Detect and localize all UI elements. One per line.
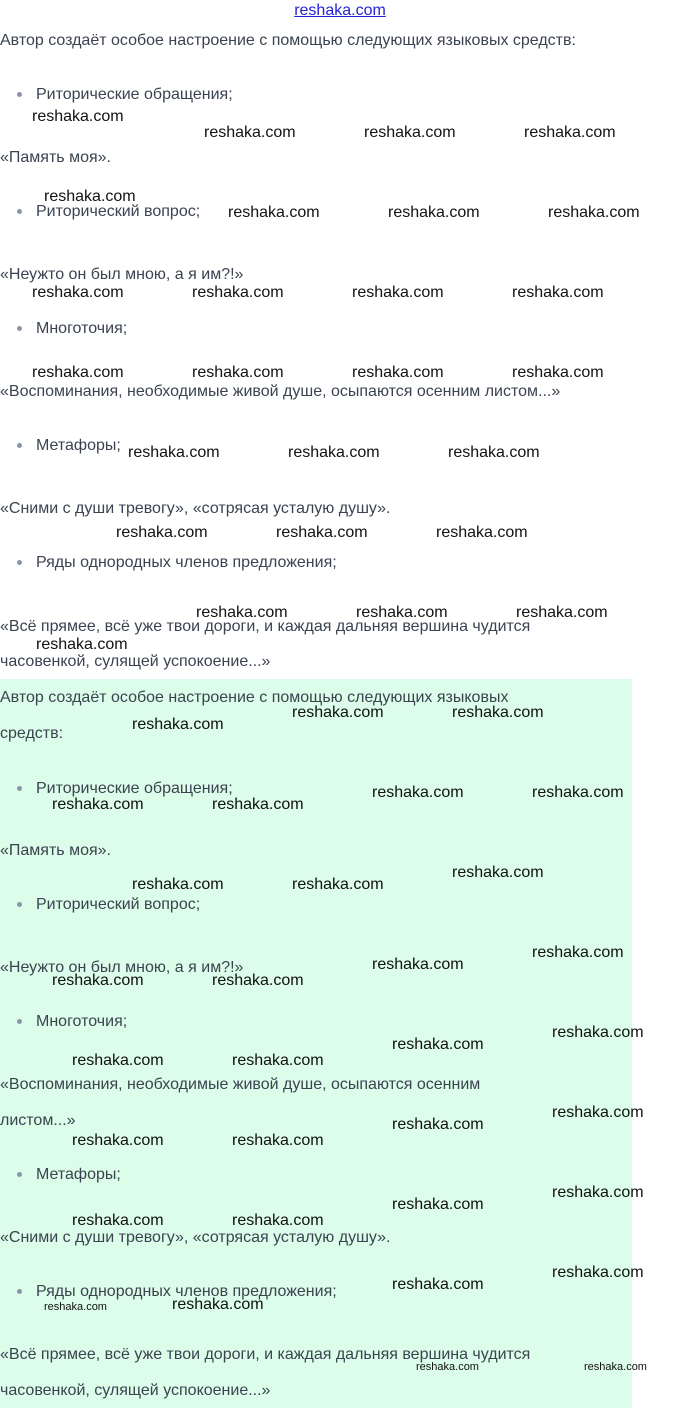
watermark: reshaka.com (212, 972, 304, 989)
intro-text: Автор создаёт особое настроение с помощью следующих языковых (0, 689, 509, 706)
watermark: reshaka.com (552, 1264, 644, 1281)
quote-text: «Память моя». (0, 149, 111, 166)
watermark: reshaka.com (196, 604, 288, 621)
watermark: reshaka.com (288, 444, 380, 461)
list-item: Риторический вопрос; (36, 203, 201, 220)
watermark: reshaka.com (524, 124, 616, 141)
list-item: Метафоры; (36, 1166, 121, 1183)
watermark: reshaka.com (204, 124, 296, 141)
list-item: Многоточия; (36, 1013, 128, 1030)
watermark: reshaka.com (292, 704, 384, 721)
watermark: reshaka.com (532, 944, 624, 961)
watermark: reshaka.com (448, 444, 540, 461)
watermark: reshaka.com (212, 796, 304, 813)
list-item: Метафоры; (36, 437, 121, 454)
watermark: reshaka.com (132, 876, 224, 893)
watermark: reshaka.com (532, 784, 624, 801)
watermark: reshaka.com (128, 444, 220, 461)
watermark: reshaka.com (232, 1212, 324, 1229)
watermark: reshaka.com (292, 876, 384, 893)
quote-text: часовенкой, сулящей успокоение...» (0, 1382, 271, 1399)
bullet-icon (17, 786, 22, 791)
watermark: reshaka.com (228, 204, 320, 221)
watermark: reshaka.com (548, 204, 640, 221)
quote-text: «Неужто он был мною, а я им?!» (0, 959, 244, 976)
bullet-icon (17, 560, 22, 565)
watermark: reshaka.com (44, 188, 136, 205)
watermark: reshaka.com (516, 604, 608, 621)
intro-text: Автор создаёт особое настроение с помощью следующих языковых средств: (0, 32, 576, 49)
watermark: reshaka.com (392, 1036, 484, 1053)
watermark: reshaka.com (552, 1104, 644, 1121)
watermark: reshaka.com (352, 364, 444, 381)
watermark: reshaka.com (392, 1196, 484, 1213)
watermark: reshaka.com (72, 1132, 164, 1149)
list-item: Риторический вопрос; (36, 896, 201, 913)
bullet-icon (17, 209, 22, 214)
quote-text: «Сними с души тревогу», «сотрясая усталую душу». (0, 500, 391, 517)
watermark: reshaka.com (392, 1116, 484, 1133)
quote-text: «Неужто он был мною, а я им?!» (0, 266, 244, 283)
watermark: reshaka.com (172, 1296, 264, 1313)
quote-text: «Воспоминания, необходимые живой душе, осыпаются осенним листом...» (0, 383, 561, 400)
watermark: reshaka.com (512, 364, 604, 381)
watermark: reshaka.com (116, 524, 208, 541)
watermark: reshaka.com (436, 524, 528, 541)
watermark: reshaka.com (232, 1132, 324, 1149)
list-item: Ряды однородных членов предложения; (36, 554, 337, 571)
list-item: Ряды однородных членов предложения; (36, 1283, 337, 1300)
watermark: reshaka.com (356, 604, 448, 621)
watermark: reshaka.com (32, 108, 124, 125)
watermark: reshaka.com (132, 716, 224, 733)
watermark: reshaka.com (192, 284, 284, 301)
site-link[interactable]: reshaka.com (294, 2, 386, 19)
list-item: Риторические обращения; (36, 780, 233, 797)
watermark: reshaka.com (52, 796, 144, 813)
watermark: reshaka.com (584, 1361, 647, 1373)
quote-text: часовенкой, сулящей успокоение...» (0, 653, 271, 670)
list-item: Многоточия; (36, 320, 128, 337)
quote-text: листом...» (0, 1112, 76, 1129)
watermark: reshaka.com (452, 864, 544, 881)
bullet-icon (17, 1172, 22, 1177)
bullet-icon (17, 326, 22, 331)
watermark: reshaka.com (372, 784, 464, 801)
bullet-icon (17, 1019, 22, 1024)
watermark: reshaka.com (192, 364, 284, 381)
quote-text: «Память моя». (0, 842, 111, 859)
intro-text: средств: (0, 725, 64, 742)
watermark: reshaka.com (44, 1301, 107, 1313)
bullet-icon (17, 902, 22, 907)
watermark: reshaka.com (416, 1361, 479, 1373)
watermark: reshaka.com (512, 284, 604, 301)
watermark: reshaka.com (388, 204, 480, 221)
bullet-icon (17, 1289, 22, 1294)
watermark: reshaka.com (36, 636, 128, 653)
watermark: reshaka.com (452, 704, 544, 721)
watermark: reshaka.com (392, 1276, 484, 1293)
watermark: reshaka.com (364, 124, 456, 141)
watermark: reshaka.com (276, 524, 368, 541)
watermark: reshaka.com (352, 284, 444, 301)
quote-text: «Всё прямее, всё уже твои дороги, и каждая дальняя вершина чудится (0, 1346, 531, 1363)
watermark: reshaka.com (232, 1052, 324, 1069)
bullet-icon (17, 92, 22, 97)
watermark: reshaka.com (72, 1212, 164, 1229)
watermark: reshaka.com (552, 1184, 644, 1201)
quote-text: «Воспоминания, необходимые живой душе, осыпаются осенним (0, 1076, 481, 1093)
list-item: Риторические обращения; (36, 86, 233, 103)
quote-text: «Сними с души тревогу», «сотрясая усталую душу». (0, 1229, 391, 1246)
quote-text: «Всё прямее, всё уже твои дороги, и каждая дальняя вершина чудится (0, 618, 531, 635)
watermark: reshaka.com (32, 284, 124, 301)
watermark: reshaka.com (72, 1052, 164, 1069)
watermark: reshaka.com (372, 956, 464, 973)
watermark: reshaka.com (552, 1024, 644, 1041)
bullet-icon (17, 443, 22, 448)
watermark: reshaka.com (52, 972, 144, 989)
watermark: reshaka.com (32, 364, 124, 381)
